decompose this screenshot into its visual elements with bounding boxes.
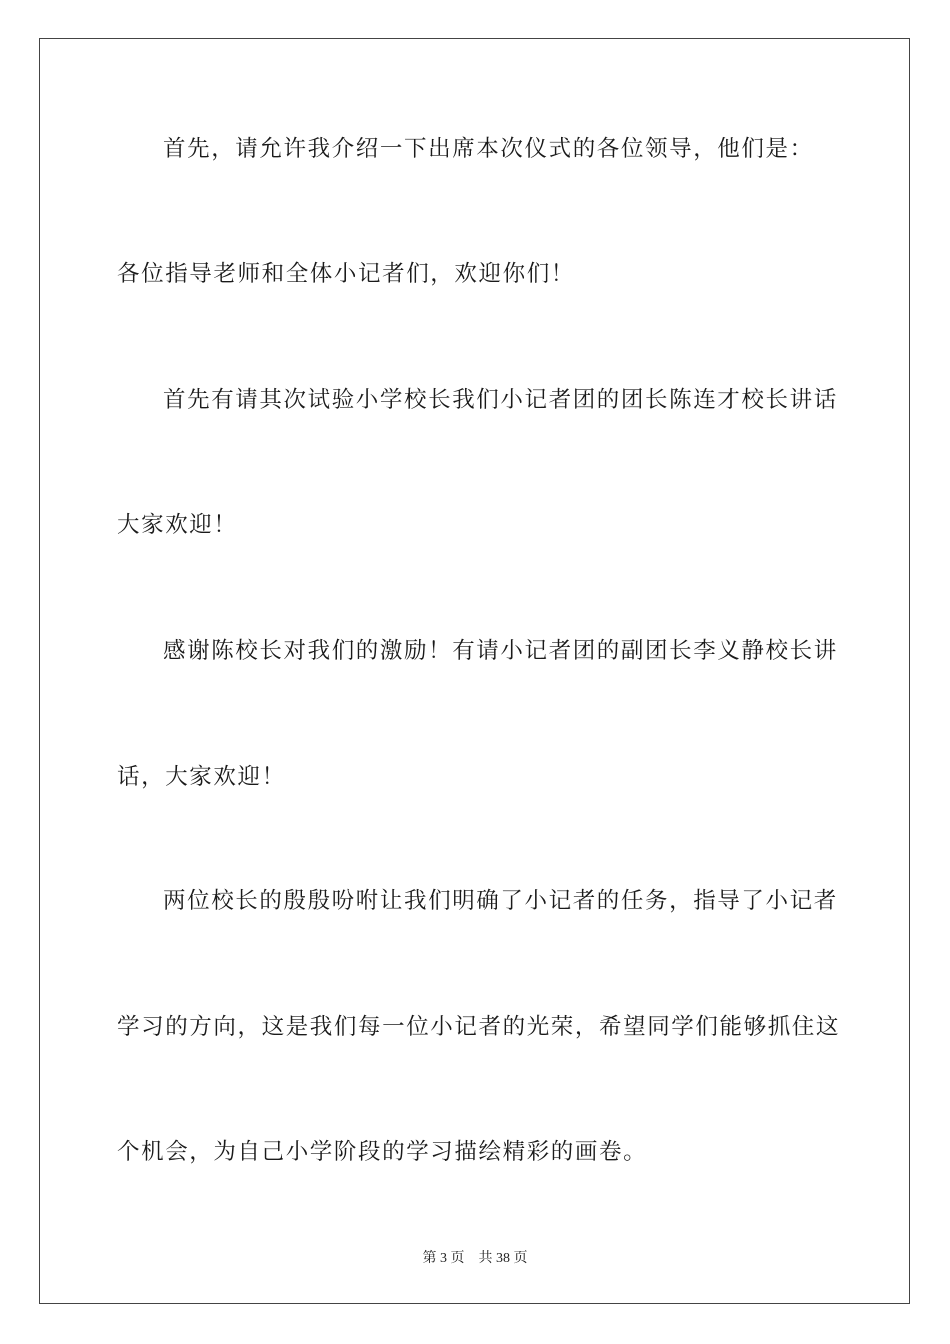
paragraph-line: 各位指导老师和全体小记者们，欢迎你们！ [117, 261, 575, 287]
page-footer [0, 1247, 950, 1267]
paragraph-line: 首先，请允许我介绍一下出席本次仪式的各位领导，他们是： [163, 136, 814, 162]
paragraph-line: 话，大家欢迎！ [117, 764, 286, 790]
paragraph-line: 两位校长的殷殷吩咐让我们明确了小记者的任务，指导了小记者 [163, 888, 838, 914]
paragraph-line: 学习的方向，这是我们每一位小记者的光荣，希望同学们能够抓住这 [117, 1014, 841, 1040]
paragraph-line: 个机会，为自己小学阶段的学习描绘精彩的画卷。 [117, 1139, 648, 1165]
page-frame [39, 38, 910, 1304]
paragraph-line: 首先有请其次试验小学校长我们小记者团的团长陈连才校长讲话 [163, 387, 838, 413]
page-total: 共 38 页 [478, 1251, 528, 1266]
paragraph-line: 感谢陈校长对我们的激励！有请小记者团的副团长李义静校长讲 [163, 638, 838, 664]
page-number: 第 3 页 [422, 1251, 465, 1266]
paragraph-line: 大家欢迎！ [117, 512, 238, 538]
